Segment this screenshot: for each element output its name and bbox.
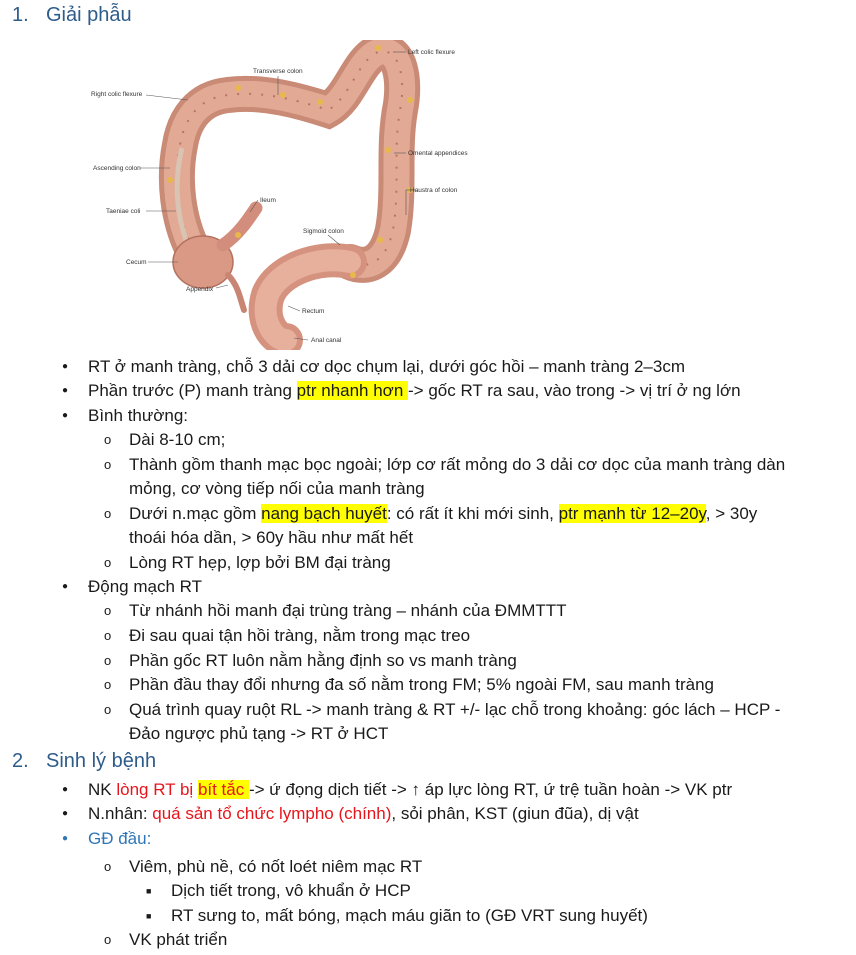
normal-lymph-line1 bbox=[129, 504, 757, 524]
bullet-disc: ● bbox=[62, 385, 69, 396]
appendix-shape bbox=[228, 275, 244, 310]
bullet-circle: o bbox=[104, 506, 112, 521]
patho-item-early-stage: GĐ đầu: bbox=[88, 829, 152, 848]
text-run: -> ứ đọng dịch tiết -> ↑ áp lực lòng RT, ứ trệ tuần hoàn -> VK ptr bbox=[248, 780, 733, 799]
label-appendix: Appendix bbox=[186, 286, 214, 293]
patho-item-cause bbox=[88, 804, 639, 824]
bullet-disc: ● bbox=[62, 833, 69, 844]
early-stage-exudate: Dịch tiết trong, vô khuẩn ở HCP bbox=[171, 881, 411, 900]
anatomy-item-artery: Động mạch RT bbox=[88, 577, 203, 596]
bullet-square: ■ bbox=[146, 911, 152, 921]
patho-item-infection bbox=[88, 780, 732, 800]
bullet-square: ■ bbox=[146, 886, 152, 896]
text-run: : có rất ít khi mới sinh, bbox=[386, 504, 559, 523]
normal-length: Dài 8-10 cm; bbox=[129, 430, 226, 449]
bullet-circle: o bbox=[104, 603, 112, 618]
early-stage-inflammation: Viêm, phù nề, có nốt loét niêm mạc RT bbox=[129, 857, 423, 876]
bacteria-growth: VK phát triển bbox=[129, 930, 228, 949]
anatomy-item-location bbox=[88, 357, 685, 377]
label-anal-canal: Anal canal bbox=[311, 337, 342, 344]
text-run: NK bbox=[88, 780, 117, 799]
anatomy-item-anterior bbox=[88, 381, 741, 401]
section-2-heading bbox=[12, 750, 156, 773]
section-1-number: 1. bbox=[12, 4, 29, 26]
label-haustra-of-colon: Haustra of colon bbox=[410, 187, 458, 194]
label-ascending-colon: Ascending colon bbox=[93, 165, 141, 172]
label-transverse-colon: Transverse colon bbox=[253, 68, 303, 75]
text-run: N.nhân: bbox=[88, 804, 153, 823]
bullet-circle: o bbox=[104, 653, 112, 668]
bullet-circle: o bbox=[104, 628, 112, 643]
tip-position: Phần đầu thay đổi nhưng đa số nằm trong FM; 5% ngoài FM, sau manh tràng bbox=[129, 675, 714, 694]
base-position: Phần gốc RT luôn nằm hằng định so vs manh tràng bbox=[129, 651, 517, 670]
label-sigmoid-colon: Sigmoid colon bbox=[303, 228, 344, 235]
bullet-disc: ● bbox=[62, 784, 69, 795]
text-run: , sỏi phân, KST (giun đũa), dị vật bbox=[391, 804, 639, 823]
anatomy-item-normal: Bình thường: bbox=[88, 406, 189, 425]
section-1-heading bbox=[12, 4, 132, 27]
text-run: , > 30y bbox=[705, 504, 758, 523]
text-run: Phần trước (P) manh tràng bbox=[88, 381, 297, 400]
bullet-circle: o bbox=[104, 677, 112, 692]
section-1-title: Giải phẫu bbox=[46, 4, 132, 26]
bullet-disc: ● bbox=[62, 581, 69, 592]
early-stage-swelling: RT sưng to, mất bóng, mạch máu giãn to (GĐ VRT sung huyết) bbox=[171, 906, 648, 925]
colon-illustration bbox=[88, 40, 478, 350]
malrotation-line2: Đảo ngược phủ tạng -> RT ở HCT bbox=[129, 724, 389, 743]
anatomy-item-location-text: RT ở manh tràng, chỗ 3 dải cơ dọc chụm lại, dưới góc hồi – manh tràng 2–3cm bbox=[88, 357, 686, 376]
bullet-disc: ● bbox=[62, 808, 69, 819]
bullet-circle: o bbox=[104, 457, 112, 472]
label-omental-appendices: Omental appendices bbox=[408, 150, 468, 157]
normal-wall-line2: mỏng, cơ vòng tiếp nối của manh tràng bbox=[129, 479, 425, 498]
highlight-bit-tac: bít tắc bbox=[197, 780, 249, 799]
red-text-long-rt: lòng RT bị bbox=[116, 780, 198, 799]
highlight-nang-bach-huyet: nang bạch huyết bbox=[261, 504, 387, 523]
label-right-colic-flexure: Right colic flexure bbox=[91, 91, 143, 98]
highlight-ptr-manh: ptr mạnh từ 12–20y bbox=[558, 504, 706, 523]
bullet-circle: o bbox=[104, 859, 112, 874]
section-2-number: 2. bbox=[12, 750, 29, 772]
colon-body bbox=[177, 51, 402, 265]
label-ileum: Ileum bbox=[260, 197, 276, 204]
highlight-ptr-nhanh: ptr nhanh hơn bbox=[296, 381, 409, 400]
red-text-lympho: quá sản tổ chức lympho (chính) bbox=[152, 804, 392, 823]
malrotation-line1: Quá trình quay ruột RL -> manh tràng & RT +/- lạc chỗ trong khoảng: góc lách – HCP - bbox=[129, 700, 781, 719]
label-rectum: Rectum bbox=[302, 308, 325, 315]
text-run: -> gốc RT ra sau, vào trong -> vị trí ở ng lớn bbox=[408, 381, 741, 400]
ileum-shape bbox=[223, 208, 256, 245]
bullet-circle: o bbox=[104, 932, 112, 947]
bullet-disc: ● bbox=[62, 361, 69, 372]
label-taeniae-coli: Taeniae coli bbox=[106, 208, 141, 215]
bullet-circle: o bbox=[104, 702, 112, 717]
bullet-circle: o bbox=[104, 432, 112, 447]
normal-lumen: Lòng RT hẹp, lợp bởi BM đại tràng bbox=[129, 553, 391, 572]
section-2-title: Sinh lý bệnh bbox=[46, 750, 157, 772]
colon-anatomy-figure bbox=[88, 40, 478, 350]
artery-origin: Từ nhánh hồi manh đại trùng tràng – nhánh của ĐMMTTT bbox=[129, 601, 567, 620]
bullet-circle: o bbox=[104, 555, 112, 570]
text-run: Dưới n.mạc gồm bbox=[129, 504, 262, 523]
normal-lymph-line2: thoái hóa dần, > 60y hầu như mất hết bbox=[129, 528, 414, 547]
normal-wall-line1: Thành gồm thanh mạc bọc ngoài; lớp cơ rất mỏng do 3 dải cơ dọc của manh tràng dàn bbox=[129, 455, 786, 474]
bullet-disc: ● bbox=[62, 410, 69, 421]
label-left-colic-flexure: Left colic flexure bbox=[408, 49, 455, 56]
artery-course: Đi sau quai tận hồi tràng, nằm trong mạc treo bbox=[129, 626, 471, 645]
label-cecum: Cecum bbox=[126, 259, 147, 266]
